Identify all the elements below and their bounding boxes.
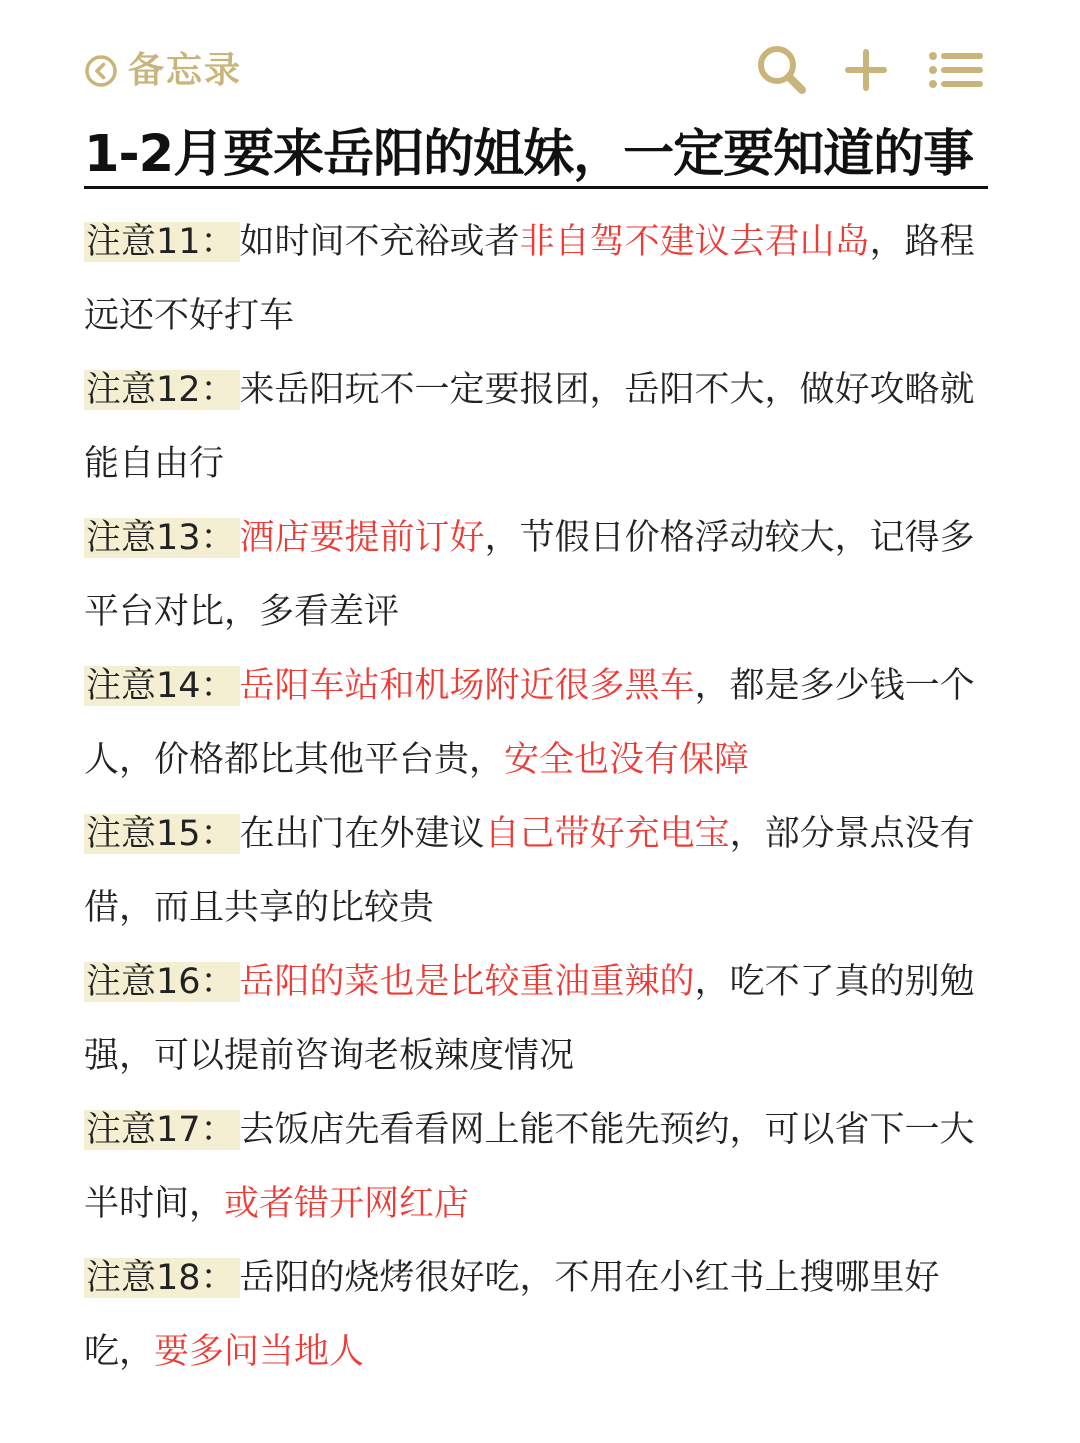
notes-list bbox=[84, 205, 988, 1389]
note-text: ，路程远还不好打车 bbox=[84, 222, 975, 336]
note-text: 来岳阳玩不一定要报团，岳阳不大，做好攻略就能自由行 bbox=[84, 370, 975, 484]
note-highlight-text: 岳阳车站和机场附近很多黑车 bbox=[239, 666, 695, 706]
note-highlight-text: 酒店要提前订好 bbox=[239, 518, 485, 558]
note-text: ，都是多少钱一个人，价格都比其他平台贵， bbox=[84, 666, 975, 780]
note-highlight-text: 或者错开网红店 bbox=[224, 1184, 470, 1224]
note-label: 注意15： bbox=[84, 814, 240, 854]
note-text: 去饭店先看看网上能不能先预约，可以省下一大半时间， bbox=[84, 1110, 975, 1224]
page-title: 1-2月要来岳阳的姐妹，一定要知道的事 bbox=[84, 125, 974, 184]
note-label: 注意11： bbox=[84, 222, 240, 262]
note-item bbox=[84, 1241, 988, 1389]
note-text: ，节假日价格浮动较大，记得多平台对比，多看差评 bbox=[84, 518, 975, 632]
note-item bbox=[84, 649, 988, 797]
search-icon bbox=[752, 40, 812, 100]
back-circle-icon bbox=[84, 54, 118, 88]
note-item bbox=[84, 945, 988, 1093]
back-button[interactable] bbox=[84, 48, 242, 94]
note-label: 注意14： bbox=[84, 666, 240, 706]
back-label: 备忘录 bbox=[128, 50, 243, 91]
note-text: ，吃不了真的别勉强，可以提前咨询老板辣度情况 bbox=[84, 962, 975, 1076]
search-button[interactable] bbox=[752, 40, 812, 100]
note-highlight-text: 自己带好充电宝 bbox=[484, 814, 730, 854]
note-label: 注意18： bbox=[84, 1258, 240, 1298]
note-label: 注意16： bbox=[84, 962, 240, 1002]
note-label: 注意12： bbox=[84, 370, 240, 410]
note-text: 在出门在外建议 bbox=[239, 814, 485, 854]
note-highlight-text: 岳阳的菜也是比较重油重辣的 bbox=[239, 962, 695, 1002]
list-icon bbox=[924, 40, 984, 100]
note-highlight-text: 安全也没有保障 bbox=[504, 740, 750, 780]
note-item bbox=[84, 205, 988, 353]
note-item bbox=[84, 797, 988, 945]
note-item bbox=[84, 501, 988, 649]
title-divider bbox=[84, 186, 988, 189]
plus-icon bbox=[836, 40, 896, 100]
note-text: ，部分景点没有借，而且共享的比较贵 bbox=[84, 814, 975, 928]
top-bar bbox=[0, 0, 1080, 130]
note-label: 注意13： bbox=[84, 518, 240, 558]
list-button[interactable] bbox=[924, 40, 984, 100]
note-highlight-text: 非自驾不建议去君山岛 bbox=[519, 222, 870, 262]
note-text: 如时间不充裕或者 bbox=[239, 222, 520, 262]
note-item bbox=[84, 353, 988, 501]
note-highlight-text: 要多问当地人 bbox=[154, 1332, 365, 1372]
note-text: 岳阳的烧烤很好吃，不用在小红书上搜哪里好吃， bbox=[84, 1258, 940, 1372]
note-label: 注意17： bbox=[84, 1110, 240, 1150]
note-item bbox=[84, 1093, 988, 1241]
add-note-button[interactable] bbox=[836, 40, 896, 100]
